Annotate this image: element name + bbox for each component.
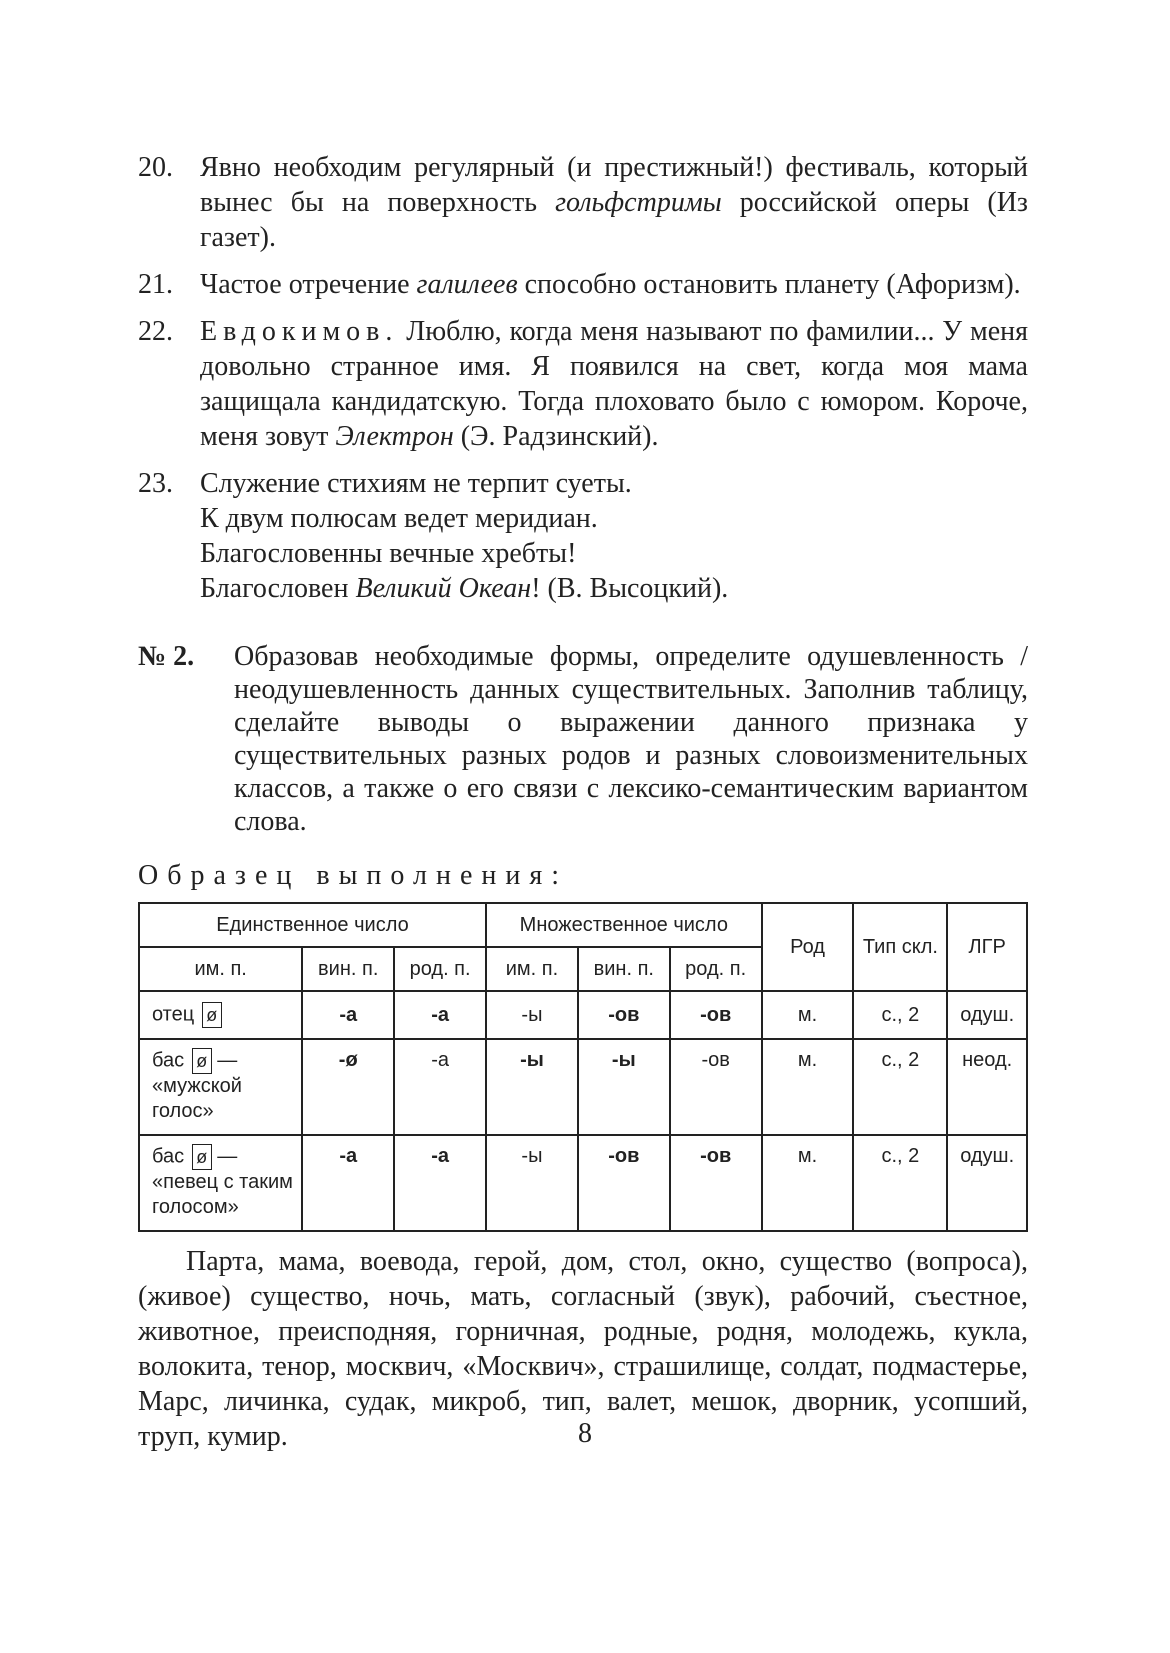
table-cell: -ов — [578, 1135, 670, 1231]
table-cell: одуш. — [947, 1135, 1027, 1231]
poem-line: Благословен Великий Океан! (В. Высоцкий). — [200, 573, 729, 604]
word-cell: бас ø — «певец с таким голосом» — [139, 1135, 302, 1231]
table-row — [139, 991, 1027, 1039]
table-cell: -ов — [578, 991, 670, 1039]
table-row — [139, 1135, 1027, 1231]
sample-table — [138, 902, 1028, 1232]
page-number: 8 — [578, 1418, 592, 1449]
example-text: Евдокимов. Люблю, когда меня называют по фамилии... У меня довольно странное имя. Я появился на свет, когда моя мама защищала кандидатскую. Тогда плоховато было с юмором. Короче, меня зовут Электрон (Э. Радзинский). — [200, 316, 1028, 452]
subheader-cell: род. п. — [670, 947, 762, 991]
example-20 — [138, 150, 1028, 255]
table-cell: -а — [302, 991, 394, 1039]
poem-line: К двум полюсам ведет меридиан. — [200, 503, 598, 534]
sample-label: Образец выполнения: — [138, 860, 569, 891]
table-cell: -а — [394, 991, 486, 1039]
table-cell: неод. — [947, 1039, 1027, 1135]
example-text: Явно необходим регулярный (и престижный!) фестиваль, который вынес бы на поверхность гольфстримы российской оперы (Из газет). — [200, 152, 1028, 253]
table-cell: -ы — [486, 991, 578, 1039]
example-number: 20. — [138, 152, 173, 183]
table-cell: с., 2 — [853, 1135, 947, 1231]
example-number: 23. — [138, 468, 173, 499]
subheader-cell: им. п. — [139, 947, 302, 991]
table-cell: м. — [762, 991, 854, 1039]
zero-ending-box: ø — [202, 1002, 222, 1028]
table-cell: м. — [762, 1135, 854, 1231]
table-cell: -а — [302, 1135, 394, 1231]
subheader-cell: вин. п. — [302, 947, 394, 991]
table-cell: -а — [394, 1039, 486, 1135]
poem-line: Благословенны вечные хребты! — [200, 538, 577, 569]
subheader-cell: вин. п. — [578, 947, 670, 991]
example-number: 21. — [138, 269, 173, 300]
word-cell: бас ø — «мужской голос» — [139, 1039, 302, 1135]
poem-text — [200, 466, 1028, 606]
table-cell: одуш. — [947, 991, 1027, 1039]
word-cell: отец ø — [139, 991, 302, 1039]
table-header-row — [139, 903, 1027, 947]
task-2 — [138, 640, 1028, 838]
table-cell: -ы — [486, 1135, 578, 1231]
header-gender: Род — [762, 903, 854, 991]
page-body — [138, 150, 1028, 1454]
subheader-cell: им. п. — [486, 947, 578, 991]
table-cell: -ы — [578, 1039, 670, 1135]
table-cell: -ов — [670, 1135, 762, 1231]
zero-ending-box: ø — [192, 1144, 212, 1170]
example-number: 22. — [138, 316, 173, 347]
table-cell: -ы — [486, 1039, 578, 1135]
example-text: Частое отречение галилеев способно остановить планету (Афоризм). — [200, 269, 1021, 300]
poem-line: Служение стихиям не терпит суеты. — [200, 468, 632, 499]
table-cell: м. — [762, 1039, 854, 1135]
task-number: № 2. — [138, 641, 195, 672]
table-cell: -ø — [302, 1039, 394, 1135]
zero-ending-box: ø — [192, 1048, 212, 1074]
example-21 — [138, 267, 1028, 302]
example-23 — [138, 466, 1028, 606]
table-cell: с., 2 — [853, 1039, 947, 1135]
header-singular: Единственное число — [139, 903, 486, 947]
word-list: Парта, мама, воевода, герой, дом, стол, окно, существо (вопроса), (живое) существо, ночь, мать, согласный (звук), рабочий, съестное, животное, преисподняя, горничная, родные, родня, молодежь, кукла, волокита, тенор, москвич, «Москвич», страшилище, солдат, подмастерье, Марс, личинка, судак, микроб, тип, валет, мешок, дворник, усопший, труп, кумир. — [138, 1246, 1028, 1452]
table-cell: с., 2 — [853, 991, 947, 1039]
header-type: Тип скл. — [853, 903, 947, 991]
header-lgr: ЛГР — [947, 903, 1027, 991]
example-22 — [138, 314, 1028, 454]
task-text: Образовав необходимые формы, определите одушевленность / неодушевленность данных существительных. Заполнив таблицу, сделайте выводы о выражении данного признака у существительных разных родов и разных словоизменительных классов, а также о его связи с лексико-семантическим вариантом слова. — [234, 641, 1028, 837]
speaker-name: Евдокимов. — [200, 316, 399, 347]
table-cell: -ов — [670, 991, 762, 1039]
subheader-cell: род. п. — [394, 947, 486, 991]
table-cell: -а — [394, 1135, 486, 1231]
table-cell: -ов — [670, 1039, 762, 1135]
header-plural: Множественное число — [486, 903, 762, 947]
table-row — [139, 1039, 1027, 1135]
